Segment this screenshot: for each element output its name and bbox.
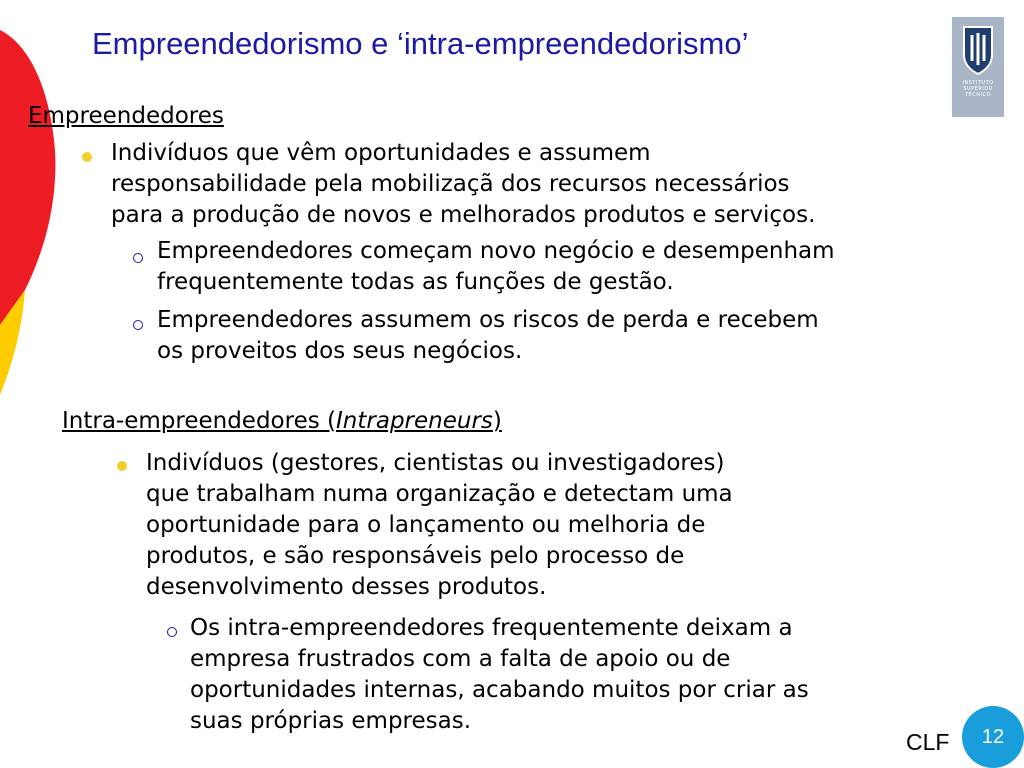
slide-decoration [0,0,60,400]
sub-bullet-text [157,305,819,367]
bullet-marker [82,152,92,162]
text-line: Indivíduos (gestores, cientistas ou investigadores) [146,450,725,476]
text-line: suas próprias empresas. [190,708,472,734]
text-line: Indivíduos que vêm oportunidades e assumem [111,140,651,166]
red-arc-shape [0,30,55,325]
text-line: desenvolvimento desses produtos. [146,574,547,600]
section-heading-intra-empreendedores [62,408,502,434]
text-line: Empreendedores começam novo negócio e desempenham [157,238,835,264]
text-line: frequentemente todas as funções de gestão. [157,269,674,295]
bullet-text [111,138,815,231]
sub-bullet-marker [133,253,143,263]
text-line: oportunidades internas, acabando muitos por criar as [190,677,809,703]
text-line: produtos, e são responsáveis pelo processo de [146,543,685,569]
text-line: para a produção de novos e melhorados produtos e serviços. [111,202,816,228]
ist-logo [952,17,1004,117]
shield-icon [952,21,1004,81]
sub-bullet-marker [167,627,177,637]
text-line: Empreendedores assumem os riscos de perda e recebem [157,307,819,333]
text-line: empresa frustrados com a falta de apoio ou de [190,646,731,672]
heading-italic: Intrapreneurs [336,408,493,434]
bullet-marker [117,461,127,471]
logo-text: INSTITUTO SUPERIOR TÉCNICO [962,80,994,98]
slide-title: Empreendedorismo e ‘intra-empreendedorismo’ [92,26,749,61]
text-line: que trabalham numa organização e detectam uma [146,481,733,507]
text-line: oportunidade para o lançamento ou melhoria de [146,512,706,538]
sub-bullet-text [157,236,835,298]
heading-suffix: ) [492,408,502,434]
text-line: responsabilidade pela mobilizaçã dos recursos necessários [111,171,790,197]
bullet-text [146,448,733,603]
footer-author: CLF [906,729,950,755]
sub-bullet-text [190,613,809,737]
heading-prefix: Intra-empreendedores ( [62,408,337,434]
text-line: os proveitos dos seus negócios. [157,338,523,364]
text-line: Os intra-empreendedores frequentemente deixam a [190,615,793,641]
page-number: 12 [981,726,1005,748]
section-heading-empreendedores: Empreendedores [28,103,224,129]
sub-bullet-marker [133,320,143,330]
